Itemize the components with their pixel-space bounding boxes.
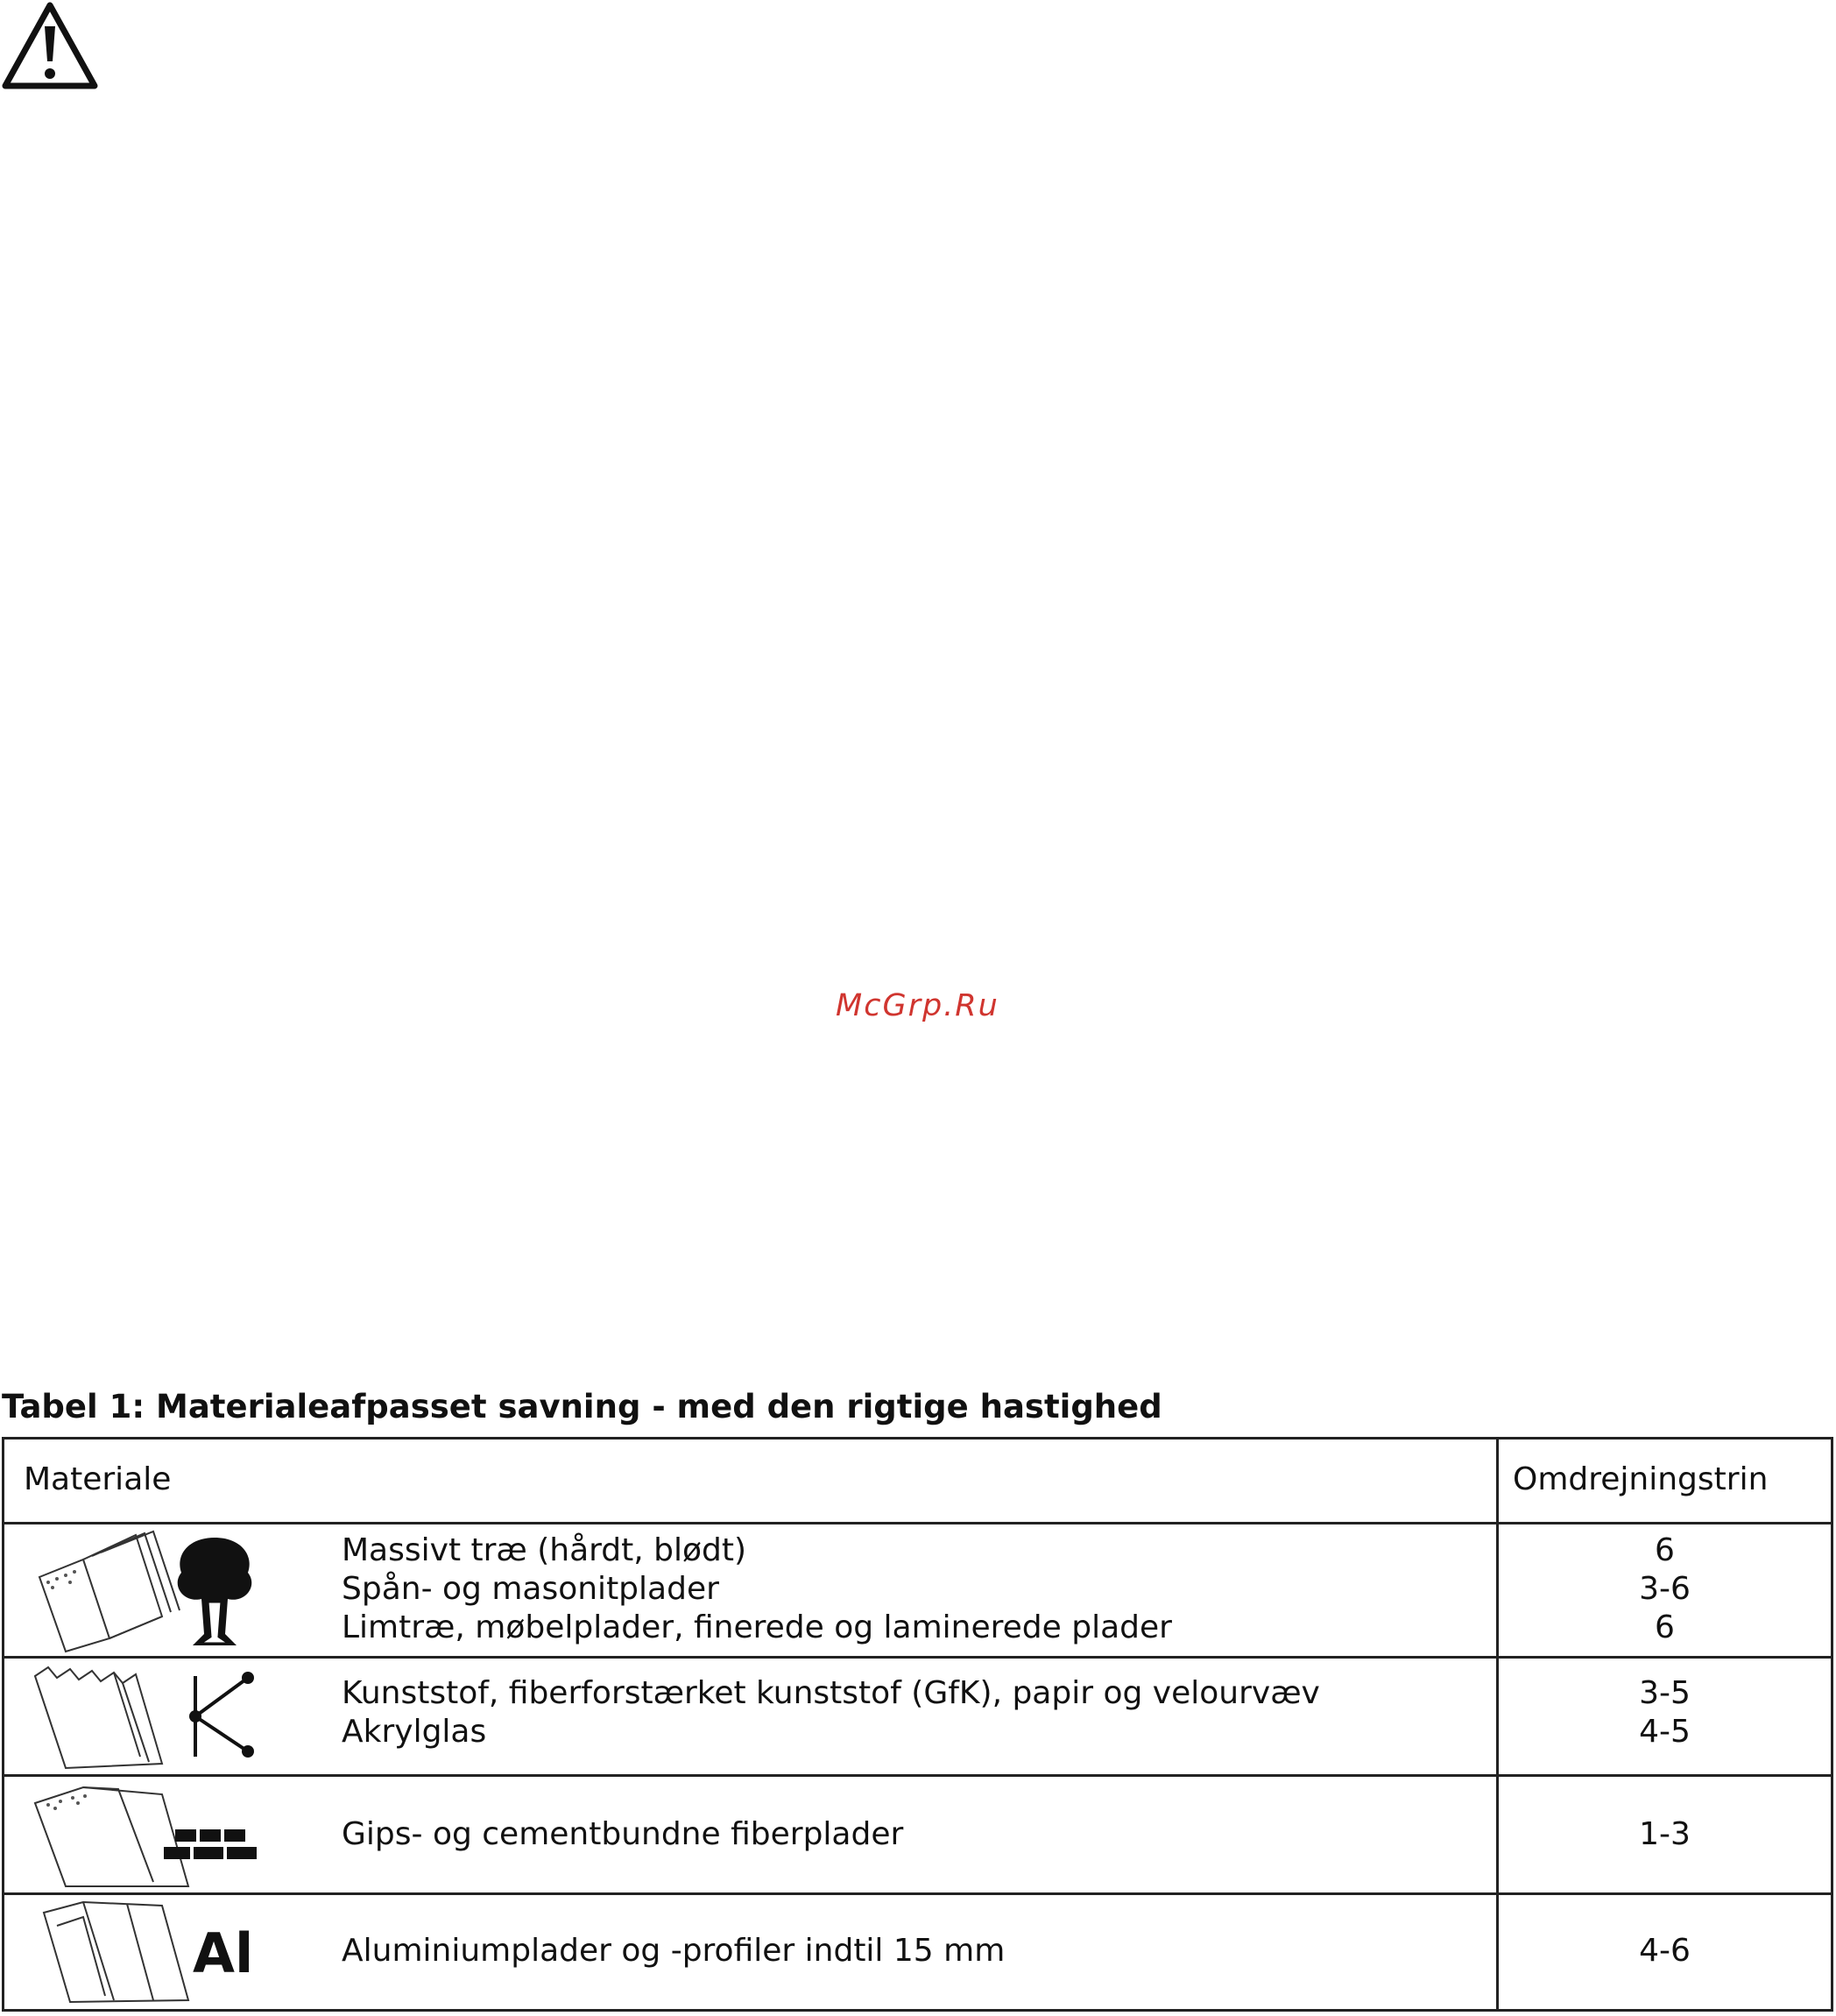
watermark: McGrp.Ru — [836, 988, 999, 1023]
table-row — [4, 1895, 1831, 2009]
aluminium-profile-icon — [31, 1895, 293, 2009]
material-list — [342, 1674, 1320, 1751]
material-list — [342, 1932, 1005, 1970]
brick-icon — [162, 1828, 258, 1863]
material-item: Gips- og cementbundne fiberplader — [342, 1816, 904, 1852]
header-material: Materiale — [24, 1461, 172, 1497]
material-list — [342, 1815, 903, 1854]
speed-list — [1499, 1531, 1831, 1647]
material-item: Kunststof, fiberforstærket kunststof (GfK), papir og velourvæv — [342, 1675, 1320, 1711]
material-item: Limtræ, møbelplader, finerede og laminerede plader — [342, 1609, 1172, 1645]
header-speed: Omdrejningstrin — [1513, 1461, 1769, 1497]
speed-list — [1499, 1932, 1831, 1970]
speed-value: 1-3 — [1639, 1816, 1691, 1852]
material-table — [2, 1437, 1833, 2012]
material-item: Massivt træ (hårdt, blødt) — [342, 1532, 747, 1568]
material-list — [342, 1531, 1172, 1647]
table-row — [4, 1659, 1831, 1774]
material-item: Akrylglas — [342, 1714, 487, 1750]
table-title: Tabel 1: Materialeafpasset savning - med den rigtige hastighed — [2, 1388, 1162, 1425]
table-row — [4, 1524, 1831, 1656]
speed-value: 4-5 — [1639, 1714, 1691, 1750]
material-item: Aluminiumplader og -profiler indtil 15 mm — [342, 1933, 1006, 1969]
speed-value: 6 — [1655, 1609, 1675, 1645]
speed-value: 3-5 — [1639, 1675, 1691, 1711]
material-item: Spån- og masonitplader — [342, 1571, 719, 1607]
table-row — [4, 1777, 1831, 1892]
aluminium-icon: Al — [193, 1921, 254, 1985]
speed-list — [1499, 1674, 1831, 1751]
warning-triangle-icon — [0, 0, 100, 93]
speed-value: 4-6 — [1639, 1933, 1691, 1969]
plastic-k-icon — [187, 1671, 257, 1762]
speed-value: 3-6 — [1639, 1571, 1691, 1607]
speed-list — [1499, 1815, 1831, 1854]
speed-value: 6 — [1655, 1532, 1675, 1568]
tree-icon — [171, 1533, 258, 1652]
